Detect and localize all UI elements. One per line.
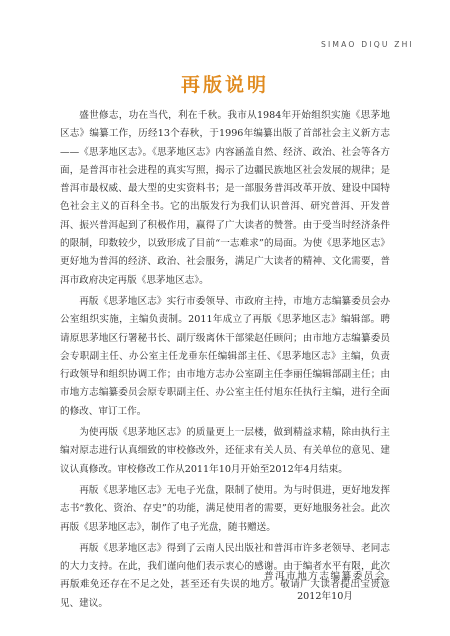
paragraph: 再版《思茅地区志》实行市委领导、市政府主持，市地方志编纂委员会办公室组织实施，主编负责制。2011年成立了再版《思茅地区志》编辑部。聘请原思茅地区行署秘书长、副厅级离休干部梁赵任顾问；由市地方志编纂委员会专职副主任、办公室主任龙垂东任编辑部主任、《思茅地区志》主编，负责行政领导和组织协调工作；由市地方志办公室副主任李丽任编辑部副主任；由市地方志编纂委员会原专职副主任、办公室主任付旭东任执行主编，进行全面的修改、审订工作。 bbox=[60, 295, 390, 417]
signature-block bbox=[264, 568, 386, 606]
page-title: 再版说明 bbox=[180, 74, 269, 96]
paragraph: 盛世修志，功在当代，利在千秋。我市从1984年开始组织实施《思茅地区志》编纂工作，历经13个春秋，于1996年编纂出版了首部社会主义新方志——《思茅地区志》。《思茅地区志》内容涵盖自然、经济、政治、社会等各方面，是普洱市社会进程的真实写照，揭示了边疆民族地区社会发展的规律；是普洱市最权威、最大型的史实资料书；是一部服务普洱改革开放、建设中国特色社会主义的百科全书。它的出版发行为我们认识普洱、研究普洱、开发普洱、振兴普洱起到了积极作用，赢得了广大读者的赞誉。由于受当时经济条件的限制，印数较少，以致形成了目前“一志难求”的局面。为使《思茅地区志》更好地为普洱的经济、政治、社会服务，满足广大读者的精神、文化需要，普洱市政府决定再版《思茅地区志》。 bbox=[60, 110, 390, 286]
signature-org: 普洱市地方志编纂委员会 bbox=[263, 571, 386, 582]
signature-date: 2012年10月 bbox=[297, 591, 353, 602]
paragraph: 再版《思茅地区志》无电子光盘，限制了使用。为与时俱进，更好地发挥志书“教化、资治、存史”的功能，满足使用者的需要，更好地服务社会。此次再版《思茅地区志》，制作了电子光盘，随书赠送。 bbox=[60, 484, 390, 533]
paragraph: 为使再版《思茅地区志》的质量更上一层楼，做到精益求精，除由执行主编对原志进行认真细致的审校修改外，还征求有关人员、有关单位的意见、建议认真修改。审校修改工作从2011年10月开始至2012年4月结束。 bbox=[60, 427, 390, 475]
paragraph: 再版《思茅地区志》得到了云南人民出版社和普洱市许多老领导、老同志的大力支持。在此，我们谨向他们表示衷心的感谢。由于编者水平有限，此次再版难免还存在不足之处，甚至还有失误的地方。敬请广大读者提出宝贵意见、建议。 bbox=[60, 542, 390, 609]
running-head: SIMAO DIQU ZHI bbox=[320, 40, 414, 49]
body-text bbox=[60, 107, 390, 616]
